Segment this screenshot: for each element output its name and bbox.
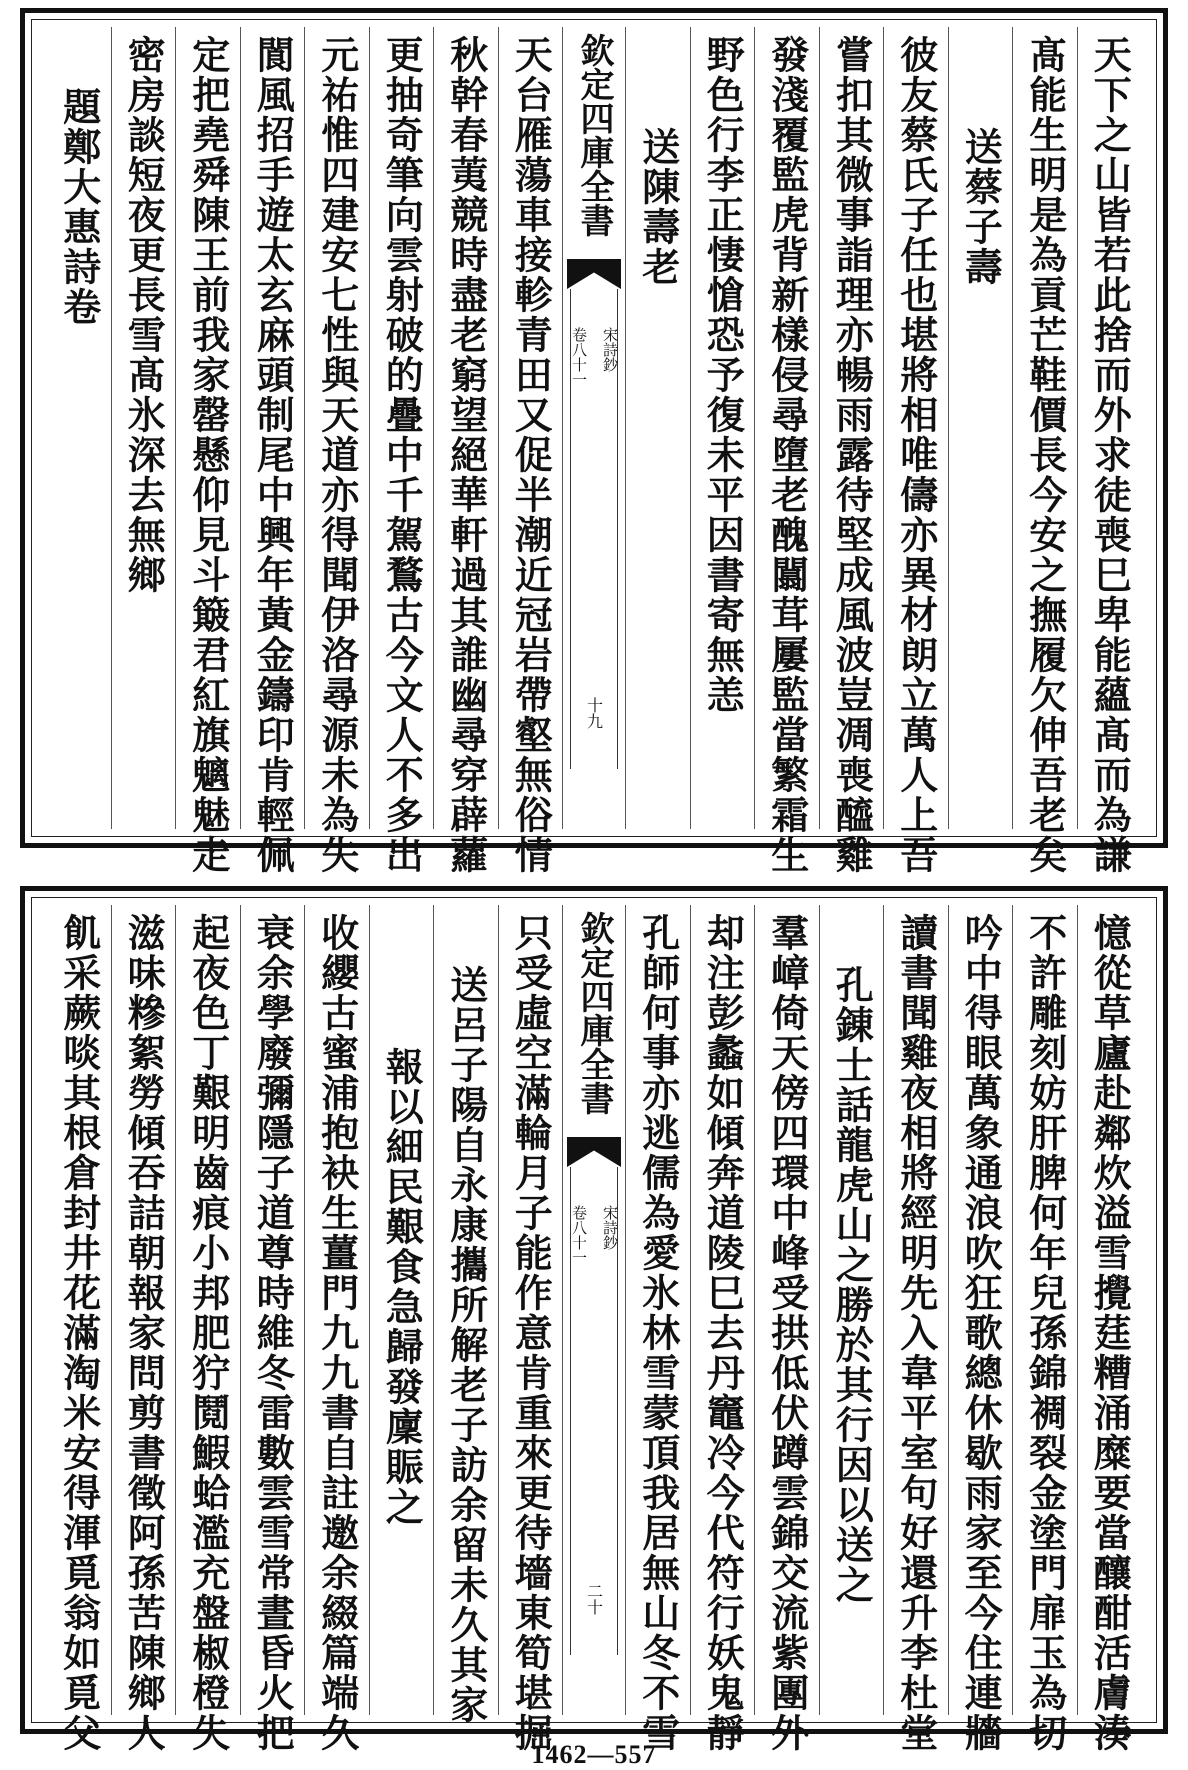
poem-title: 報以細民艱食急歸發廩賑之 — [379, 1047, 425, 1527]
text-column: 滋味糝絮勞傾吞詰朝報家問剪書徵阿孫苦陳鄉人 — [121, 913, 167, 1753]
lower-center-gutter — [562, 905, 625, 1715]
text-column: 却注彭蠡如傾奔道陵巳去丹竈冷今代符行妖鬼靜 — [700, 913, 746, 1753]
upper-column-left-8 — [47, 27, 111, 829]
text-column: 野色行李正悽愴恐予復未平因書寄無恙 — [700, 35, 746, 715]
text-column: 羣嶂倚天傍四環中峰受拱低伏蹲雲錦交流紫團外 — [764, 913, 810, 1753]
text-column: 秋幹春荑競時盡老窮望絕華軒過其誰幽尋穿薜蘿 — [443, 35, 489, 875]
text-column: 發淺覆監虎背新樣侵尋墮老醜闒茸屢監當繁霜生 — [764, 35, 810, 875]
upper-column-right-4 — [883, 27, 948, 875]
upper-column-left-4 — [304, 27, 369, 875]
upper-column-right-5 — [819, 27, 884, 875]
lower-column-right-6 — [754, 905, 819, 1753]
lower-column-left-2 — [433, 905, 498, 1725]
upper-column-right-6 — [754, 27, 819, 875]
lower-column-right-3 — [948, 905, 1013, 1753]
upper-column-left-3 — [369, 27, 434, 875]
text-column: 彼友蔡氏子任也堪將相唯儔亦異材朗立萬人上吾 — [893, 35, 939, 875]
lower-column-left-4 — [304, 905, 369, 1753]
text-column: 不許雕刻妨肝脾何年兒孫錦裯裂金塗門扉玉為切 — [1022, 913, 1068, 1753]
text-column: 飢采蕨啖其根倉封井花滿淘米安得渾覓翁如覓父 — [56, 913, 102, 1753]
upper-page-columns — [47, 27, 1141, 875]
lower-column-left-6 — [175, 905, 240, 1753]
leaf-number: 十九 — [584, 697, 604, 729]
text-column: 嘗扣其微事詣理亦暢雨露待堅成風波豈凋喪醯雞 — [829, 35, 875, 875]
text-column: 髙能生明是為貢芒鞋價長今安之撫履欠伸吾老矣 — [1022, 35, 1068, 875]
lower-column-right-7 — [690, 905, 755, 1753]
poem-title: 送呂子陽自永康攜所解老子訪余留未久其家 — [443, 965, 489, 1725]
upper-column-right-2 — [1012, 27, 1077, 875]
text-column: 衰余學廢彌隱子道尊時維冬雷數雲雪常晝昏火把 — [250, 913, 296, 1753]
volume-number: 卷八十一 — [570, 1205, 588, 1265]
lower-column-right-2 — [1012, 905, 1077, 1753]
upper-column-right-3 — [948, 27, 1013, 829]
lower-column-left-1 — [498, 905, 563, 1753]
poem-title: 題鄭大惠詩卷 — [56, 87, 102, 327]
poem-title: 送蔡子壽 — [958, 127, 1004, 287]
text-column: 定把堯舜陳王前我家罄懸仰見斗簸君紅旗魑魅走 — [185, 35, 231, 875]
poem-title: 孔錬士話龍虎山之勝於其行因以送之 — [829, 965, 875, 1605]
text-column: 只受虛空滿輪月子能作意肯重來更待墻東筍堪掘 — [508, 913, 554, 1753]
text-column: 更抽奇筆向雲射破的疊中千駕鶩古今文人不多出 — [379, 35, 425, 875]
book-title: 宋詩鈔 — [601, 1205, 619, 1250]
upper-column-left-7 — [111, 27, 176, 829]
lower-column-left-3 — [369, 905, 434, 1715]
lower-column-right-5 — [819, 905, 884, 1715]
text-column: 孔師何事亦逃儒為愛氷林雪蒙頂我居無山冬不雪 — [635, 913, 681, 1753]
upper-page — [20, 8, 1168, 875]
leaf-number: 二十 — [584, 1583, 604, 1615]
lower-page — [20, 886, 1168, 1753]
lower-page-columns — [47, 905, 1141, 1753]
collection-title: 欽定四庫全書 — [574, 33, 614, 237]
upper-column-left-1 — [498, 27, 563, 875]
upper-column-right-1 — [1077, 27, 1142, 875]
upper-column-right-7 — [690, 27, 755, 829]
upper-center-gutter — [562, 27, 625, 829]
book-title: 宋詩鈔 — [601, 327, 619, 372]
footer-page-number: 1462—557 — [531, 1740, 657, 1769]
collection-title: 欽定四庫全書 — [574, 911, 614, 1115]
lower-column-left-7 — [111, 905, 176, 1753]
lower-column-right-8 — [625, 905, 690, 1753]
text-column: 天下之山皆若此捨而外求徒喪巳卑能蘊髙而為謙 — [1087, 35, 1133, 875]
text-column: 吟中得眼萬象通浪吹狂歌總休歇雨家至今住連牆 — [958, 913, 1004, 1753]
text-column: 起夜色丁艱明齒痕小邦肥狞鬩鰕蛤濫充盤椒橙失 — [185, 913, 231, 1753]
upper-column-left-6 — [175, 27, 240, 875]
text-column: 天台雁蕩車接軫青田又促半潮近冠岩帶壑無俗情 — [508, 35, 554, 875]
fishtail-mark-icon — [567, 1137, 621, 1167]
text-column: 密房談短夜更長雪髙氷深去無鄉 — [121, 35, 167, 595]
lower-column-left-8 — [47, 905, 111, 1753]
text-column: 收纓古蜜浦抱袂生薑門九九書自註邀余綴篇端久 — [314, 913, 360, 1753]
fishtail-mark-icon — [567, 259, 621, 289]
text-column: 憶從草廬赴鄰炊溢雪攪莛糟涌糜要當釀酣活膚湊 — [1087, 913, 1133, 1753]
upper-column-left-5 — [240, 27, 305, 875]
text-column: 讀書聞雞夜相將經明先入韋平室句好還升李杜堂 — [893, 913, 939, 1753]
text-column: 閬風招手遊太玄麻頭制尾中興年黃金鑄印肯輕佩 — [250, 35, 296, 875]
text-column: 元祐惟四建安七性與天道亦得聞伊洛尋源未為失 — [314, 35, 360, 875]
lower-column-right-4 — [883, 905, 948, 1753]
lower-column-left-5 — [240, 905, 305, 1753]
lower-column-right-1 — [1077, 905, 1142, 1753]
upper-column-right-8 — [625, 27, 690, 829]
upper-column-left-2 — [433, 27, 498, 875]
poem-title: 送陳壽老 — [635, 127, 681, 287]
volume-number: 卷八十一 — [570, 327, 588, 387]
